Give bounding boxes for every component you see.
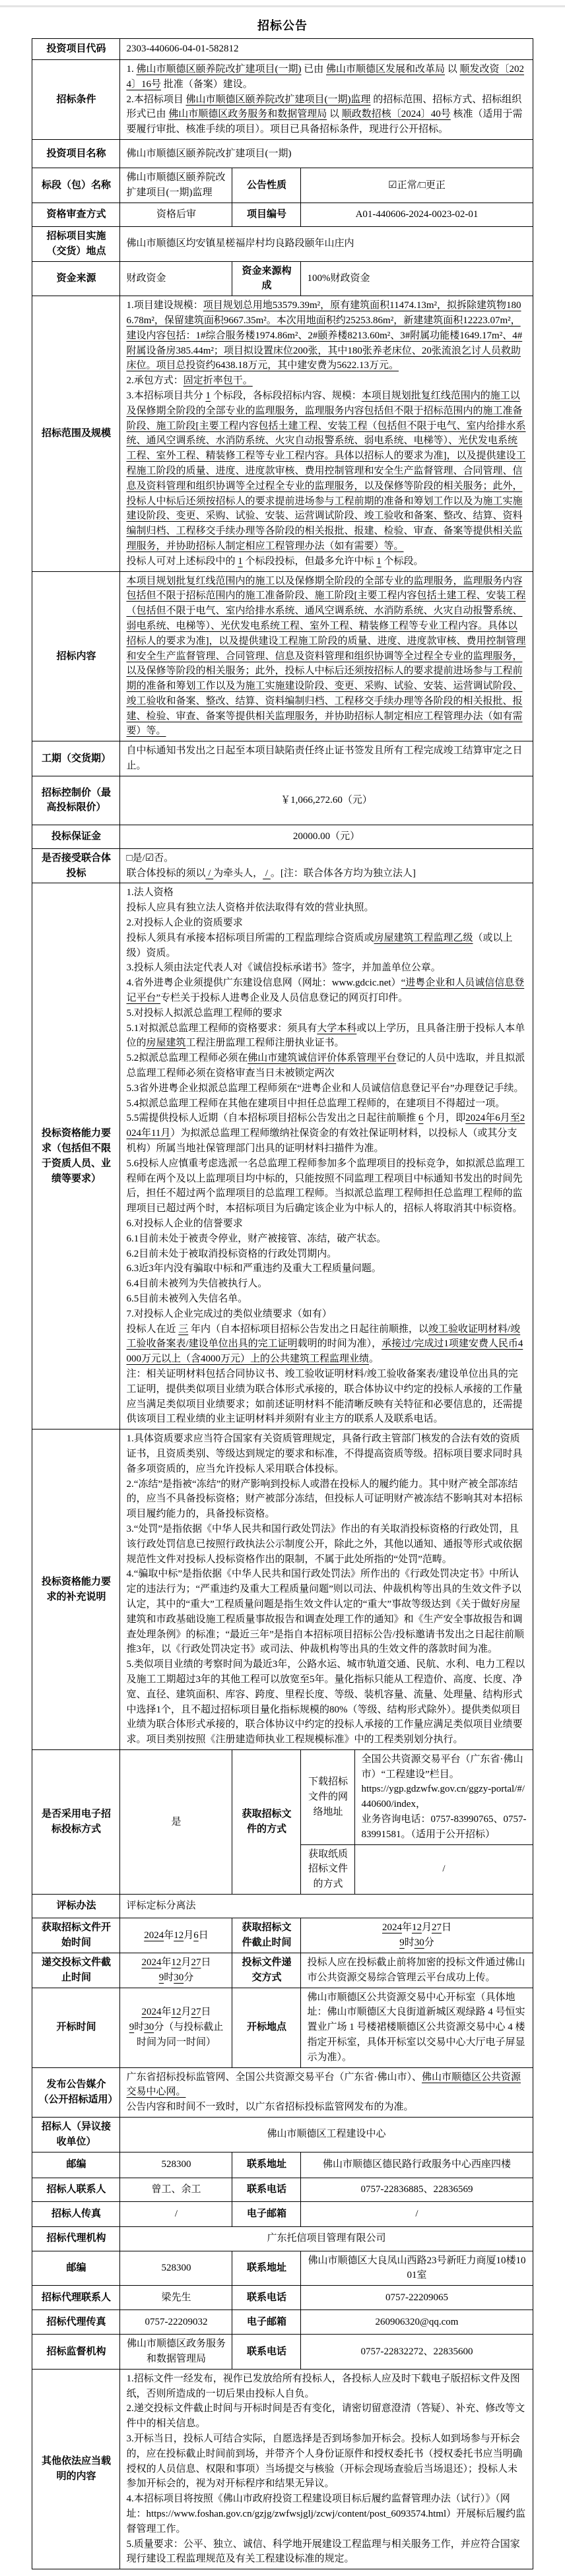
agency-phone-label: 联系电话 [232,2286,301,2310]
evaluation-method-label: 评标办法 [32,1895,120,1918]
section-name-value: 佛山市顺德区颐养院改扩建项目(一期)监理 [120,168,232,203]
other-legal-content-value: 1.招标文件一经发布，视作已发放给所有投标人，各投标人应及时下载电子版招标文件及图纸，否则所造成的一切后果由投标人自负。 2.递交投标文件截止时间与开标时间是否有变化，请密切留意澄清（答疑）、补充、修改等文件中的相关信息。 3.开标当日，投标人可结合实际，自愿选择是否到场参加开标会。投标人如到场参与开标会的，应在投标截止时间前到场，并带齐个人身份证原件和授权委托书（授权委托书应当明确授权的人员信息、权限和事项）当场提交与核验（开标会现场查验后当场退还）；投标人未参加开标会的，视为对开标程序和结果无异议。 4.本招标项目将按照《佛山市政府投资工程建设项目标后履约监督管理办法（试行）》（网址：https://www.foshan.gov.cn/gzjg/zwfwsjglj/zcwj/content/post_6093574.html）开展标后履约监督管理工作。 5.质量要求：公平、独立、诚信、科学地开展建设工程监理与相关服务工作，并应符合国家现行建设工程监理规范及有关工程建设标准的规定。 [120,2369,533,2569]
fund-composition-value: 100%财政资金 [301,261,533,296]
submission-method-value: 投标人应在投标截止前将加密的投标文件通过佛山市公共资源交易综合管理云平台成功上传。 [301,1953,533,1988]
agency-email-label: 电子邮箱 [232,2310,301,2335]
invest-project-name-value: 佛山市顺德区颐养院改扩建项目(一期) [120,139,533,168]
delivery-place-value: 佛山市顺德区均安镇星槎福岸村均良路段颐年山庄内 [120,226,533,261]
download-url-label: 下载招标文件的网络地址 [301,1749,355,1844]
tenderer-email-label: 电子邮箱 [232,2201,301,2226]
obtain-deadline-label: 获取招标文件截止时间 [232,1918,301,1953]
fund-composition-label: 资金来源构成 [232,261,301,296]
invest-project-name-label: 投资项目名称 [32,139,120,168]
fund-source-value: 财政资金 [120,261,232,296]
agency-fax-value: 0757-22209032 [120,2310,232,2335]
tenderer-fax-label: 招标人传真 [32,2201,120,2226]
supervision-phone-value: 0757-22832272、22835600 [301,2335,533,2370]
opening-time-label: 开标时间 [32,1988,120,2067]
announcement-media-label: 发布公告媒介（公开招标适用） [32,2067,120,2117]
qualification-requirements-label: 投标资格能力要求（包括但不限于资质人员、业绩等要求） [32,883,120,1429]
agency-contact-value: 梁先生 [120,2286,232,2310]
fund-source-label: 资金来源 [32,261,120,296]
opening-time-value: 2024年12月27日 9时30分（与投标截止时间为同一时间） [120,1988,232,2067]
tenderer-postcode-value: 528300 [120,2152,232,2178]
opening-place-value: 佛山市顺德区公共资源交易中心开标室（具体地址：佛山市顺德区大良街道新城区观绿路 4 号恒实置业广场 1 号楼裙楼顺德区公共资源交易中心 4 楼指定开标室，具体开标室以交易中心大厅电子屏显示为准）。 [301,1988,533,2067]
control-price-value: ￥1,066,272.60（元） [120,776,533,825]
obtain-start-time-label: 获取招标文件开始时间 [32,1918,120,1953]
notice-type-label: 公告性质 [232,168,301,203]
tenderer-fax-value: / [120,2201,232,2226]
consortium-value: □是/☑否。 联合体投标的须以 / 为牵头人， / 。[注：联合体各方均为独立法人] [120,848,533,883]
bid-bond-value: 20000.00（元） [120,825,533,848]
agency-email-value: 260906320@qq.com [301,2310,533,2335]
control-price-label: 招标控制价（最高投标限价） [32,776,120,825]
section-name-label: 标段（包）名称 [32,168,120,203]
tenderer-phone-label: 联系电话 [232,2178,301,2201]
e-bidding-label: 是否采用电子招标投标方式 [32,1749,120,1894]
scope-scale-value: 1.项目建设规模：项目规划总用地53579.39m²，原有建筑面积11474.13m²，拟拆除建筑物1806.78m²，保留建筑面积9667.35m²。本次用地面积约25253.86m²，新建建筑面积12223.07m²，建设内容包括：1#综合服务楼1974.86m²、2#颐养楼8213.60m²、3#附属功能楼1649.17m²、4#附属设备房385.44m²；项目拟设置床位200张，其中180张养老床位、20张流浪乞讨人员救助床位。项目总投资约6438.18万元，其中建安费为5622.13万元。 2.承包方式：固定折率包干。 3.本招标项目共分 1 个标段，各标段招标内容、规模：本项目规划批复红线范围内的施工以及保修期全阶段的全部专业的监理服务，监理服务内容包括但不限于招标范围内的施工准备阶段、施工阶段[主要工程内容包括土建工程、安装工程（包括但不限于电气、室内给排水系统、通风空调系统、水消防系统、火灾自动报警系统、弱电系统、电梯等）、光伏发电系统工程、室外工程、精装修工程等专业工程内容。具体以招标人的要求为准]，以及提供建设工程施工阶段的质量、进度、进度款审核、费用控制管理和安全生产监督管理、合同管理、信息及资料管理和组织协调等全过程全专业的监理服务，以及保修等阶段的相关服务；此外，投标人中标后还须按招标人的要求提前进场参与工程前期的准备和筹划工作以及为施工实施建设阶段、变更、采购、试验、安装、运营调试阶段、竣工验收和备案、整改、结算、资料编制归档、工程移交手续办理等各阶段的相关报批、报建、检验、审查、备案等提供相关监理服务，并协助招标人制定相应工程管理办法（如有需要）等。 投标人可对上述标段中的 1 个标段投标，但最多允许中标 1 个标段。 [120,296,533,571]
duration-value: 自中标通知书发出之日起至本项目缺陷责任终止证书签发且所有工程完成竣工结算审定之日止。 [120,741,533,776]
page-title: 招标公告 [257,19,308,32]
tenderer-contact-value: 曾工、余工 [120,2178,232,2201]
scope-scale-label: 招标范围及规模 [32,296,120,571]
tenderer-address-label: 联系地址 [232,2152,301,2178]
project-code-label: 投资项目代码 [32,39,120,60]
obtain-documents-label: 获取招标文件的方式 [232,1749,301,1894]
paper-documents-label: 获取纸质招标文件的方式 [301,1844,355,1894]
obtain-start-time-value: 2024年12月6日 [120,1918,232,1953]
agency-value: 广东托信项目管理有限公司 [120,2226,533,2251]
agency-address-label: 联系地址 [232,2251,301,2286]
evaluation-method-value: 评标定标分离法 [120,1895,533,1918]
agency-fax-label: 招标代理传真 [32,2310,120,2335]
delivery-place-label: 招标项目实施（交货）地点 [32,226,120,261]
supervision-agency-label: 招标监督机构 [32,2335,120,2370]
announcement-media-value: 广东省招标投标监管网、全国公共资源交易平台（广东省·佛山市）、佛山市顺德区公共资源交易中心网。 公告内容和时间不一致时，以广东省招标投标监管网发布的为准。 [120,2067,533,2117]
notice-type-checkbox: ☑正常/□更正 [301,168,533,203]
tenderer-postcode-label: 邮编 [32,2152,120,2178]
agency-postcode-label: 邮编 [32,2251,120,2286]
tender-content-label: 招标内容 [32,571,120,741]
agency-address-value: 佛山市顺德区大良凤山西路23号新旺力商厦10楼1001室 [301,2251,533,2286]
supervision-agency-value: 佛山市顺德区政务服务和数据管理局 [120,2335,232,2370]
tender-content-value: 本项目规划批复红线范围内的施工以及保修期全阶段的全部专业的监理服务，监理服务内容包括但不限于招标范围内的施工准备阶段、施工阶段[主要工程内容包括土建工程、安装工程（包括但不限于电气、室内给排水系统、通风空调系统、水消防系统、火灾自动报警系统、弱电系统、电梯等）、光伏发电系统工程、室外工程、精装修工程等专业工程内容。具体以招标人的要求为准]，以及提供建设工程施工阶段的质量、进度、进度款审核、费用控制管理和安全生产监督管理、合同管理、信息及资料管理和组织协调等全过程全专业的监理服务，以及保修等阶段的相关服务；此外，投标人中标后还须按招标人的要求提前进场参与工程前期的准备和筹划工作以及为施工实施建设阶段、变更、采购、试验、安装、运营调试阶段、竣工验收和备案、整改、结算、资料编制归档、工程移交手续办理等各阶段的相关报批、报建、检验、审查、备案等提供相关监理服务，并协助招标人制定相应工程管理办法（如有需要）等。 [120,571,533,741]
obtain-deadline-value: 2024年12月27日 9时30分 [301,1918,533,1953]
project-number-value: A01-440606-2024-0023-02-01 [301,203,533,226]
supplementary-notes-value: 1.具体资质要求应当符合国家有关资质管理规定，具备行政主管部门核发的合法有效的资质证书，且资质类别、等级达到规定的要求和标准，不得提高资质等级。招标项目要求同时具备多项资质的，应当允许投标人采用联合体投标。 2.“冻结”是指被“冻结”的财产影响到投标人或潜在投标人的履约能力。其中财产被全部冻结的，应当不具备投标资格；财产被部分冻结，但投标人可证明财产被冻结不影响其对本招标项目履约能力的，具备投标资格。 3.“处罚”是指依据《中华人民共和国行政处罚法》作出的有关取消投标资格的行政处罚，且该行政处罚信息已按照行政执法公示制度公开，除此之外，其他以通知、通报等形式或依据规范性文件对投标人投标资格作出的限制，不属于此处所指的“处罚”范畴。 4.“骗取中标”是指依据《中华人民共和国行政处罚法》所作出的《行政处罚决定书》中所认定的违法行为；“严重违约及重大工程质量问题”则以司法、仲裁机构等出具的生效文件予以认定，其中的“重大”工程质量问题是指生效文件认定的“重大”事故等级达到《关于做好房屋建筑和市政基础设施工程质量事故报告和调查处理工作的通知》和《生产安全事故报告和调查处理条例》的标准；“最近三年”是指自本招标项目招标公告/投标邀请书发出之日起往前顺推3年，以《行政处罚决定书》或司法、仲裁机构等出具的生效文件的落款时间为准。 5.类似项目业绩的考察时间为最近3年，公路水运、城市轨道交通、民航、水利、电力工程以及施工工期超过3年的其他工程可以放宽至5年。量化指标只能从工程造价、高度、长度、净宽、直径、建筑面积、库容、跨度、里程长度、等级、装机容量、流量、处理量、结构形式中选择1个，且不超过招标项目量化指标规模的80%（等级、结构形式除外）。提供类似项目业绩为联合体形式承接的，联合体协议中约定的投标人承接的工作量应满足类似项目业绩要求。项目类别按照《注册建造师执业工程规模标准》中的工程类别划分执行。 [120,1429,533,1750]
duration-label: 工期（交货期） [32,741,120,776]
supervision-phone-label: 联系电话 [232,2335,301,2370]
tenderer-phone-value: 0757-22836885、22836569 [301,2178,533,2201]
qualification-review-value: 资格后审 [120,203,232,226]
tenderer-value: 佛山市顺德区工程建设中心 [120,2118,533,2152]
download-url-value: 全国公共资源交易平台（广东省·佛山市）“工程建设”栏目。 https://ygp.gdzwfw.gov.cn/ggzy-portal/#/440600/index， 业务咨询电话：0757-83990765、0757-83991581。（适用于公开招标） [355,1749,533,1844]
agency-phone-value: 0757-22209065 [301,2286,533,2310]
other-legal-content-label: 其他依法应当载明的内容 [32,2369,120,2569]
paper-documents-value: / [355,1844,533,1894]
opening-place-label: 开标地点 [232,1988,301,2067]
project-code-value: 2303-440606-04-01-582812 [120,39,533,60]
page-top-divider [0,5,565,7]
agency-label: 招标代理机构 [32,2226,120,2251]
submission-deadline-label: 递交投标文件截止时间 [32,1953,120,1988]
tenderer-contact-label: 招标人联系人 [32,2178,120,2201]
agency-contact-label: 招标代理联系人 [32,2286,120,2310]
tenderer-address-value: 佛山市顺德区德民路行政服务中心西座四楼 [301,2152,533,2178]
supplementary-notes-label: 投标资格能力要求的补充说明 [32,1429,120,1750]
tenderer-email-value: / [301,2201,533,2226]
qualification-requirements-value: 1.法人资格 投标人应具有独立法人资格并依法取得有效的营业执照。 2.对投标人企业的资质要求 投标人须具有承接本招标项目所需的工程监理综合资质或房屋建筑工程监理乙级（或以上级）资质。 3.投标人须由法定代表人对《诚信投标承诺书》签字，并加盖单位公章。 4.省外进粤企业须提供广东建设信息网（网址：www.gdcic.net）“进粤企业和人员诚信信息登记平台”专栏关于投标人进粤企业及人员信息登记的网页打印件。 5.对投标人拟派总监理工程师的要求 5.1对拟派总监理工程师的资格要求：须具有大学本科或以上学历，且具备注册于投标人本单位的房屋建筑工程注册监理工程师注册执业证书。 5.2拟派总监理工程师必须在佛山市建筑诚信评价体系管理平台登记的人员中选取，并且拟派总监理工程师必须在资格审查当日未被锁定两次 5.3省外进粤企业拟派总监理工程师须在“进粤企业和人员诚信信息登记平台”办理登记手续。 5.4拟派总监理工程师在其他在建项目中担任总监理工程师的，在建项目不得超过一项。 5.5需提供投标人近期（自本招标项目招标公告发出之日起往前顺推 6 个月，即2024年6月至2024年11月）为拟派总监理工程师缴纳社保资金的有效社保证明材料，以投标人（或其分支机构）所属当地社保管理部门出具的证明材料扫描件为准。 5.6投标人应慎重考虑选派一名总监理工程师参加多个监理项目的投标竞争，如拟派总监理工程师在两个及以上监理项目均中标的，只能按照不同监理工程项目中标通知书发出的时间先后，担任不超过两个监理项目的总监理工程师。当拟派总监理工程师担任总监理工程师的监理项目已超过两个时，本招标项目为后确定该企业为中标人的，招标人将取消其中标资格。 6.对投标人企业的信誉要求 6.1目前未处于被责令停业，财产被接管、冻结，破产状态。 6.2目前未处于被取消投标资格的行政处罚期内。 6.3近3年内没有骗取中标和严重违约及重大工程质量问题。 6.4目前未被列为失信被执行人。 6.5目前未被列入失信名单。 7.对投标人企业完成过的类似业绩要求（如有） 投标人在近 三 年内（自本招标项目招标公告发出之日起往前顺推，以竣工验收证明材料/竣工验收备案表/建设单位出具的完工证明载明的时间为准），承接过/完成过1项建安费人民币4000万元以上（含4000万元）上的公共建筑工程监理业绩。 注：相关证明材料包括合同协议书、竣工验收证明材料/竣工验收备案表/建设单位出具的完工证明，提供类似项目业绩为联合体形式承接的，联合体协议中约定的投标人承接的工作量应当满足类似项目业绩要求；如前述证明材料不能清晰反映有关特征和必要信息的，还需提供该项目工程业绩的业主证明材料并须附有业主方的联系人及联系电话。 [120,883,533,1429]
tender-conditions-label: 招标条件 [32,60,120,140]
project-number-label: 项目编号 [232,203,301,226]
agency-postcode-value: 528300 [120,2251,232,2286]
e-bidding-value: 是 [120,1749,232,1894]
submission-deadline-value: 2024年12月27日 9时30分 [120,1953,232,1988]
tender-conditions-value: 1. 佛山市顺德区颐养院改扩建项目(一期) 已由 佛山市顺德区发展和改革局 以 顺发改资〔2024〕16号 批准（备案）建设。 2.本招标项目 佛山市顺德区颐养院改扩建项目(一期)监理 的招标范围、招标方式、招标组织形式已由 佛山市顺德区政务服务和数据管理局 以 顺政数招核〔2024〕40号 核准（适用于需要履行审批、核准手续的项目）。项目已具备招标条件，现进行公开招标。 [120,60,533,140]
tenderer-label: 招标人（异议接收单位） [32,2118,120,2152]
tender-table [32,38,533,2569]
consortium-label: 是否接受联合体投标 [32,848,120,883]
qualification-review-label: 资格审查方式 [32,203,120,226]
submission-method-label: 投标文件递交方式 [232,1953,301,1988]
bid-bond-label: 投标保证金 [32,825,120,848]
tender-announcement-page [0,16,565,2569]
